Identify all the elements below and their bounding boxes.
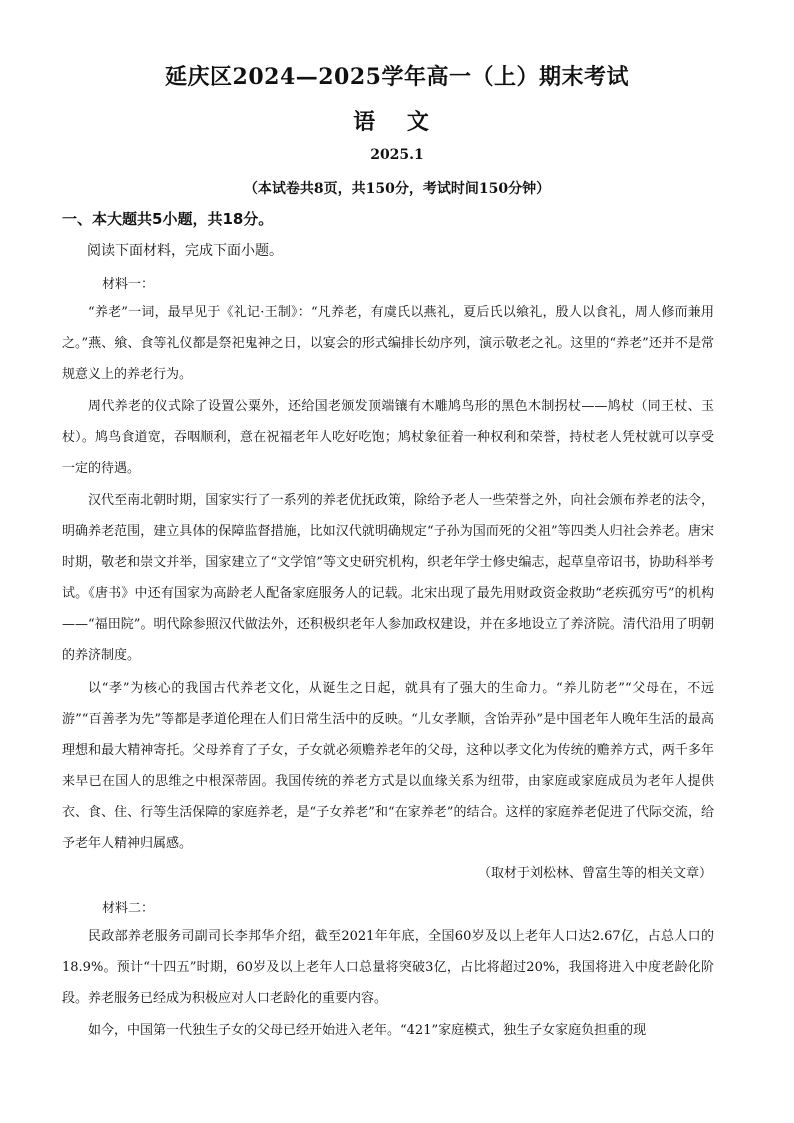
material-one-paragraph: 周代养老的仪式除了设置公粟外，还给国老颁发顶端镶有木雕鸠鸟形的黑色木制拐杖——鸠杖（同王杖、玉杖）。鸠鸟食道宽，吞咽顺利，意在祝福老年人吃好吃饱；鸠杖象征着一种权利和荣誉，持杖老人凭杖就可以享受一定的待遇。 xyxy=(62,399,714,476)
material-two-paragraph: 如今，中国第一代独生子女的父母已经开始进入老年。“421”家庭模式，独生子女家庭负担重的现 xyxy=(88,1023,647,1038)
exam-note: （本试卷共8页，共150分，考试时间150分钟） xyxy=(243,181,551,197)
material-one-paragraph: 汉代至南北朝时期，国家实行了一系列的养老优抚政策，除给予老人一些荣誉之外，向社会颁布养老的法令，明确养老范围，建立具体的保障监督措施，比如汉代就明确规定“子孙为国而死的父祖”等四类人归社会养老。唐宋时期，敬老和崇文并举，国家建立了“文学馆”等文史研究机构，织老年学士修史编志，起草皇帝诏书，协助科举考试。《唐书》中还有国家为高龄老人配备家庭服务人的记载。北宋出现了最先用财政资金救助“老疾孤穷丐”的机构——“福田院”。明代除参照汉代做法外，还积极织老年人参加政权建设，并在多地设立了养济院。清代沿用了明朝的养济制度。 xyxy=(62,493,714,663)
material-one-paragraph: 以“孝”为核心的我国古代养老文化，从诞生之日起，就具有了强大的生命力。“养儿防老”“父母在，不远游”“百善孝为先”等都是孝道伦理在人们日常生活中的反映。“儿女孝顺，含饴弄孙”是中国老年人晚年生活的最高理想和最大精神寄托。父母养育了子女，子女就必须赡养老年的父母，这种以孝文化为传统的赡养方式，两千多年来早已在国人的思维之中根深蒂固。我国传统的养老方式是以血缘关系为纽带，由家庭或家庭成员为老年人提供衣、食、住、行等生活保障的家庭养老，是“子女养老”和“在家养老”的结合。这样的家庭养老促进了代际交流，给予老年人精神归属感。 xyxy=(62,681,714,851)
exam-date: 2025.1 xyxy=(370,147,424,163)
material-two-paragraph: 民政部养老服务司副司长李邦华介绍，截至2021年年底，全国60岁及以上老年人口达2.67亿，占总人口的18.9%。预计“十四五”时期，60岁及以上老年人口总量将突破3亿，占比将超过20%，我国将进入中度老龄化阶段。养老服务已经成为积极应对人口老龄化的重要内容。 xyxy=(62,929,714,1006)
subject-title: 语 文 xyxy=(353,109,441,135)
section-heading: 一、本大题共5小题，共18分。 xyxy=(62,210,274,228)
material-one-paragraph: “养老”一词，最早见于《礼记·王制》：“凡养老，有虞氏以燕礼，夏后氏以飨礼，殷人以食礼，周人修而兼用之。”燕、飨、食等礼仪都是祭祀鬼神之日，以宴会的形式编排长幼序列，演示敬老之礼。这里的“养老”还并不是常规意义上的养老行为。 xyxy=(62,305,714,382)
material-one-label: 材料一： xyxy=(102,277,155,292)
material-one-source: （取材于刘松林、曾富生等的相关文章） xyxy=(477,866,712,881)
reading-instruction: 阅读下面材料，完成下面小题。 xyxy=(87,243,283,259)
exam-title: 延庆区2024—2025学年高一（上）期末考试 xyxy=(165,64,629,90)
material-two-label: 材料二： xyxy=(102,901,155,916)
